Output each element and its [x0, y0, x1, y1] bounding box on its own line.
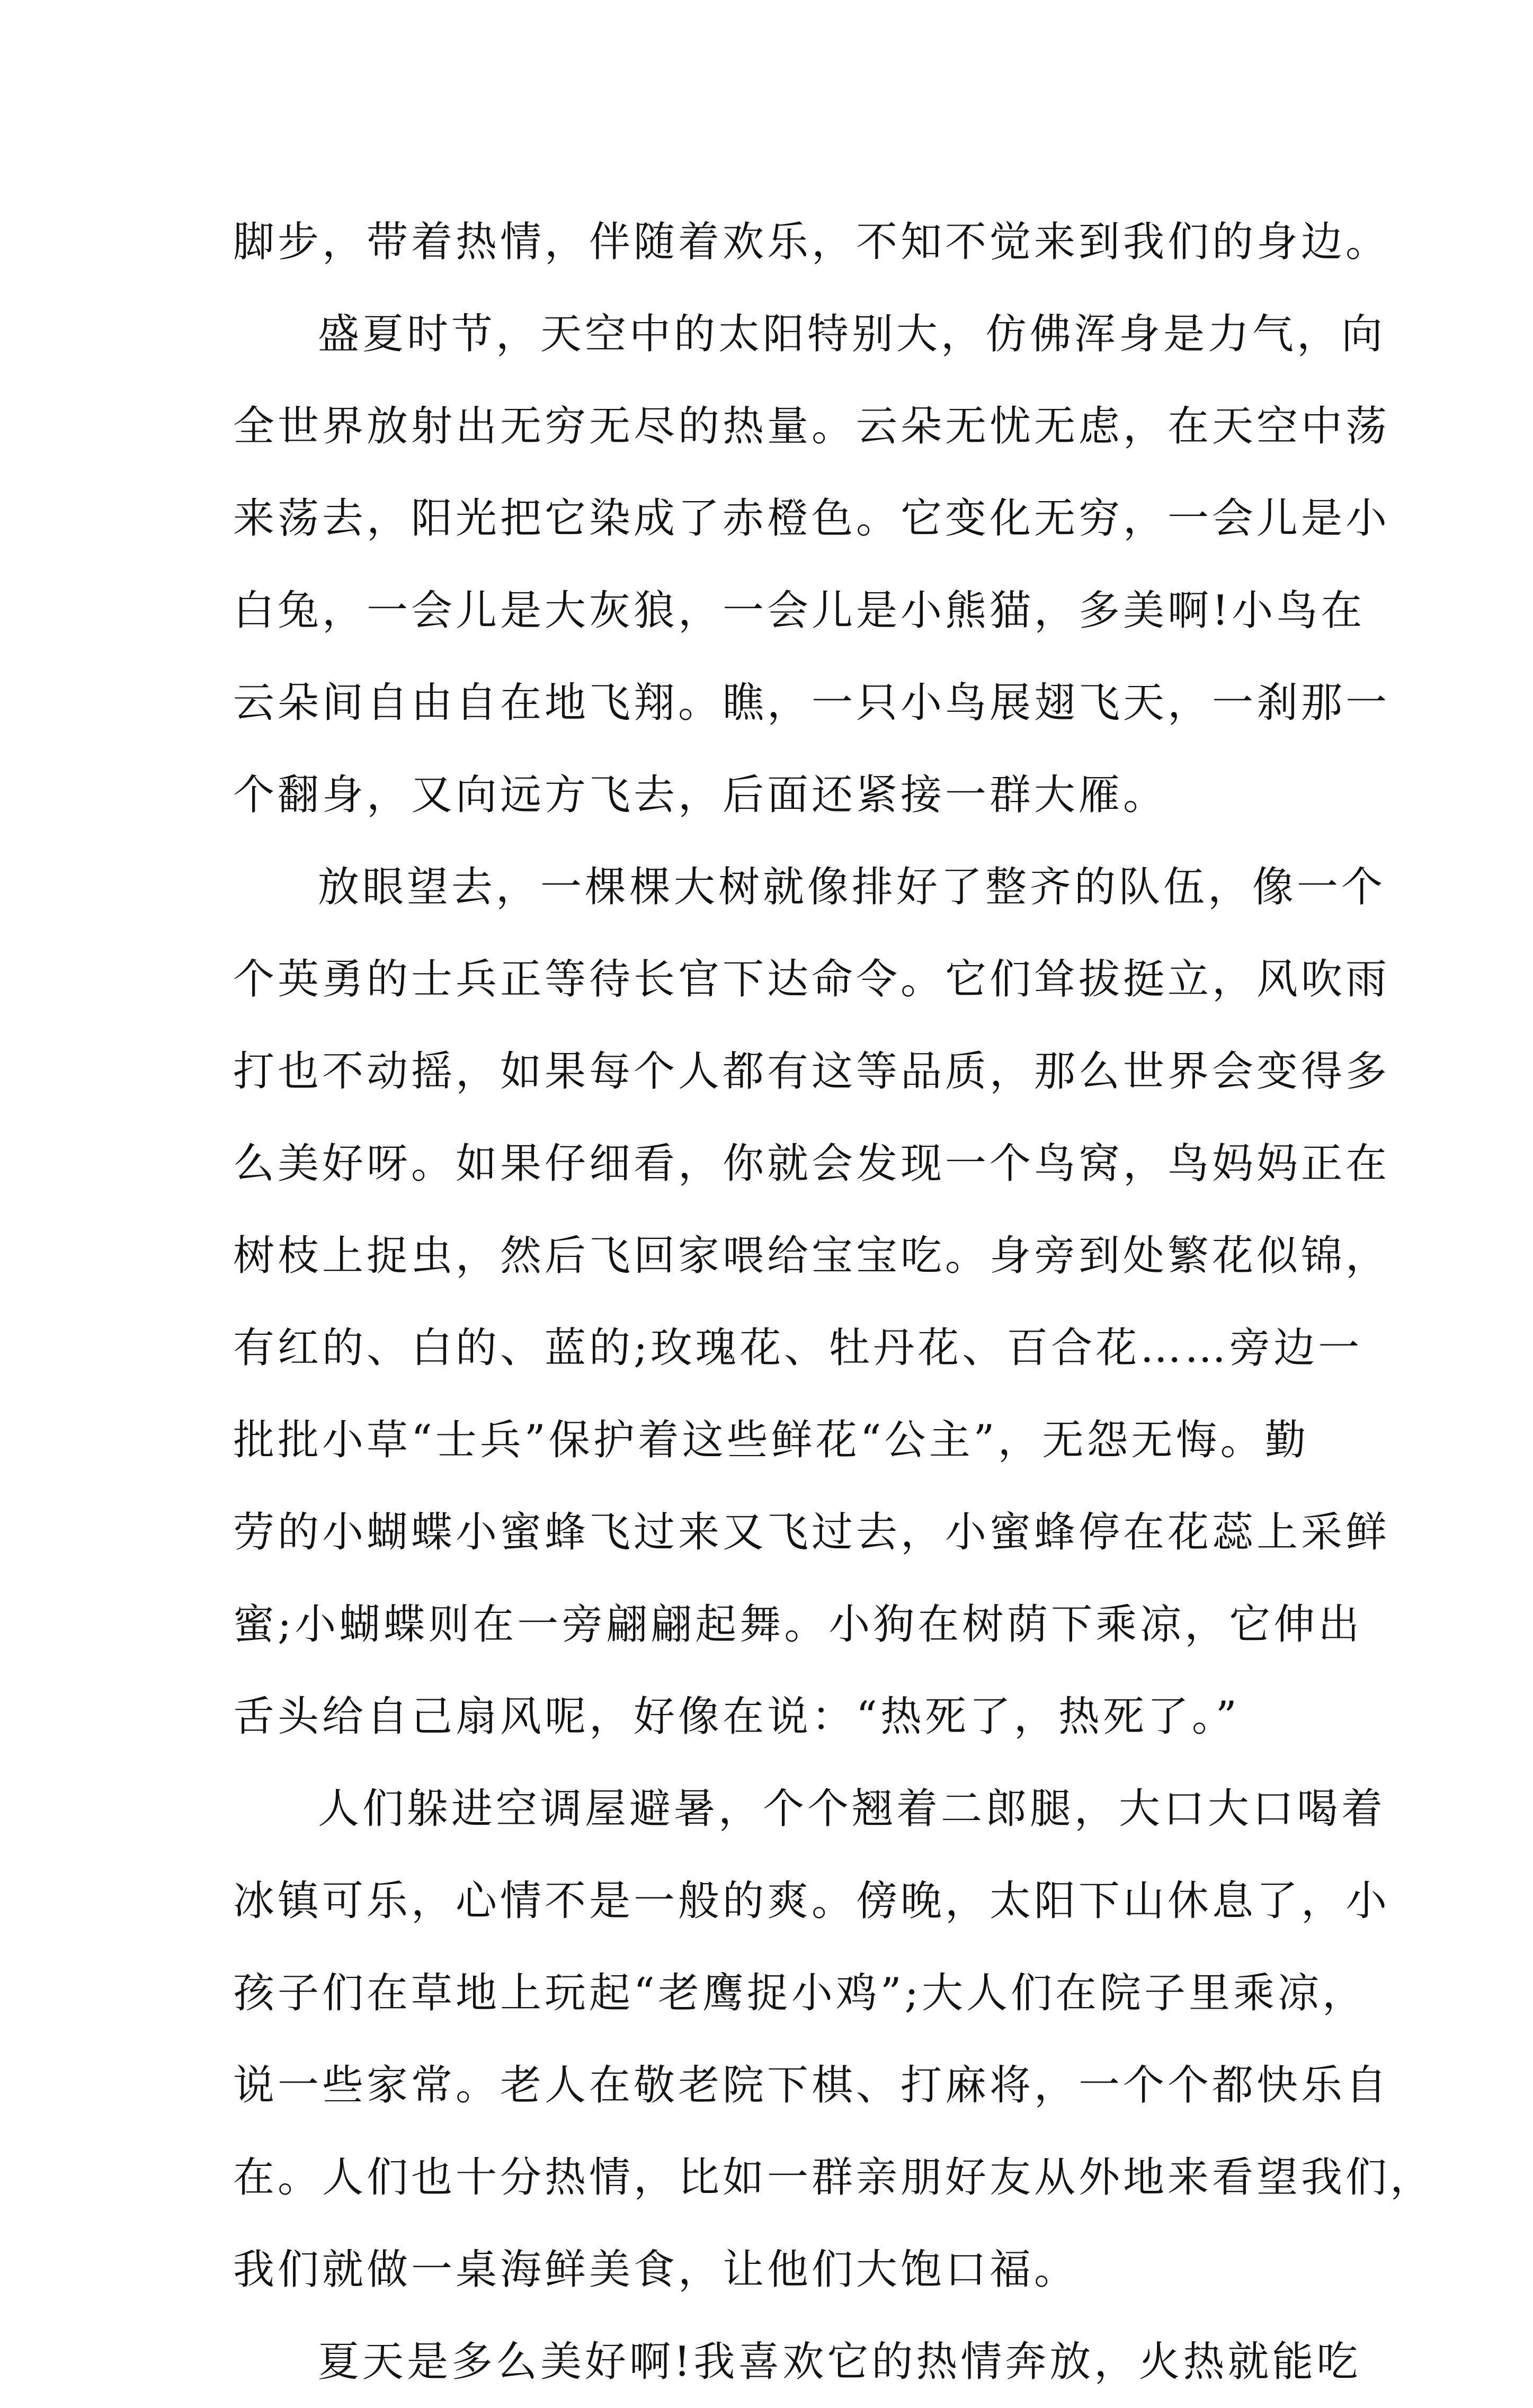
text-line: 在。人们也十分热情，比如一群亲朋好友从外地来看望我们，: [233, 2154, 1435, 2201]
text-line: 说一些家常。老人在敬老院下棋、打麻将，一个个都快乐自: [233, 2062, 1391, 2109]
text-line: 夏天是多么美好啊!我喜欢它的热情奔放，火热就能吃: [318, 2338, 1361, 2386]
text-line: 白兔，一会儿是大灰狼，一会儿是小熊猫，多美啊!小鸟在: [233, 587, 1366, 635]
text-line: 有红的、白的、蓝的;玫瑰花、牡丹花、百合花……旁边一: [233, 1324, 1363, 1372]
text-line: 人们躲进空调屋避暑，个个翘着二郎腿，大口大口喝着: [318, 1785, 1386, 1833]
text-line: 云朵间自由自在地飞翔。瞧，一只小鸟展翅飞天，一刹那一: [233, 679, 1391, 727]
text-line: 全世界放射出无穷无尽的热量。云朵无忧无虑，在天空中荡: [233, 403, 1391, 450]
text-line: 冰镇可乐，心情不是一般的爽。傍晚，太阳下山休息了，小: [233, 1877, 1391, 1925]
text-line: 打也不动摇，如果每个人都有这等品质，那么世界会变得多: [233, 1048, 1391, 1095]
text-line: 盛夏时节，天空中的太阳特别大，仿佛浑身是力气，向: [318, 310, 1386, 358]
text-line: 我们就做一桌海鲜美食，让他们大饱口福。: [233, 2246, 1079, 2294]
text-line: 孩子们在草地上玩起“老鹰捉小鸡”;大人们在院子里乘凉，: [233, 1969, 1367, 2017]
essay-body: [233, 196, 1435, 2408]
text-line: 来荡去，阳光把它染成了赤橙色。它变化无穷，一会儿是小: [233, 495, 1391, 542]
text-line: 放眼望去，一棵棵大树就像排好了整齐的队伍，像一个: [318, 863, 1386, 911]
text-line: 个翻身，又向远方飞去，后面还紧接一群大雁。: [233, 771, 1168, 819]
text-line: 么美好呀。如果仔细看，你就会发现一个鸟窝，鸟妈妈正在: [233, 1140, 1391, 1188]
text-line: 蜜;小蝴蝶则在一旁翩翩起舞。小狗在树荫下乘凉，它伸出: [233, 1601, 1363, 1648]
text-line: 个英勇的士兵正等待长官下达命令。它们耸拔挺立，风吹雨: [233, 956, 1391, 1003]
text-line: 劳的小蝴蝶小蜜蜂飞过来又飞过去，小蜜蜂停在花蕊上采鲜: [233, 1509, 1391, 1556]
text-line: 舌头给自己扇风呢，好像在说：“热死了，热死了。”: [233, 1693, 1240, 1741]
text-line: 批批小草“士兵”保护着这些鲜花“公主”，无怨无悔。勤: [233, 1416, 1309, 1464]
text-line: 树枝上捉虫，然后飞回家喂给宝宝吃。身旁到处繁花似锦，: [233, 1232, 1391, 1280]
text-line: 脚步，带着热情，伴随着欢乐，不知不觉来到我们的身边。: [233, 218, 1391, 266]
